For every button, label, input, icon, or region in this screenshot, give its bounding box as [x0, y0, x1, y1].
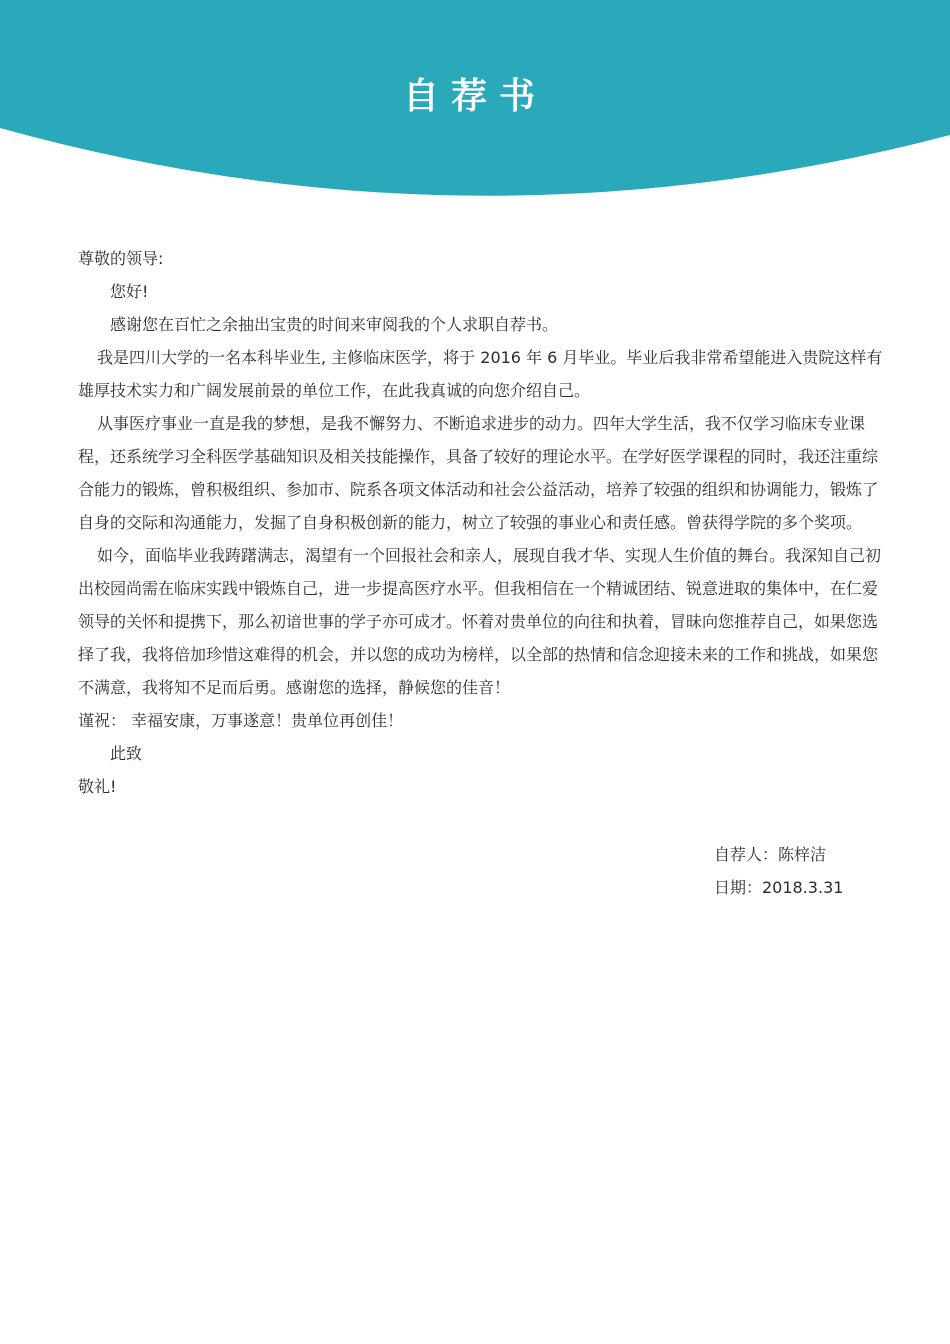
- salutation: 尊敬的领导:: [78, 249, 164, 268]
- paragraph-experience: 从事医疗事业一直是我的梦想，是我不懈努力、不断追求进步的动力。四年大学生活，我不仅学习临床专业课程，还系统学习全科医学基础知识及相关技能操作，具备了较好的理论水平。在学好医学课程的同时，我还注重综合能力的锻炼，曾积极组织、参加市、院系各项文体活动和社会公益活动，培养了较强的组织和协调能力，锻炼了自身的交际和沟通能力，发掘了自身积极创新的能力，树立了较强的事业心和责任感。曾获得学院的多个奖项。: [78, 414, 879, 532]
- paragraph-aspiration: 如今，面临毕业我踌躇满志，渴望有一个回报社会和亲人，展现自我才华、实现人生价值的舞台。我深知自己初出校园尚需在临床实践中锻炼自己，进一步提高医疗水平。但我相信在一个精诚团结、锐意进取的集体中，在仁爱领导的关怀和提携下，那么初谙世事的学子亦可成才。怀着对贵单位的向往和执着，冒昧向您推荐自己，如果您选择了我，我将倍加珍惜这难得的机会，并以您的成功为榜样，以全部的热情和信念迎接未来的工作和挑战，如果您不满意，我将知不足而后勇。感谢您的选择，静候您的佳音！: [78, 546, 882, 697]
- wishes-line: 谨祝： 幸福安康，万事遂意！贵单位再创佳！: [78, 711, 404, 730]
- letter-body: [78, 242, 890, 803]
- paragraph-introduction: 我是四川大学的一名本科毕业生, 主修临床医学，将于 2016 年 6 月毕业。毕业后我非常希望能进入贵院这样有雄厚技术实力和广阔发展前景的单位工作，在此我真诚的向您介绍自己。: [78, 348, 883, 400]
- signature-date: 日期：2018.3.31: [714, 878, 844, 897]
- greeting: 您好!: [110, 282, 149, 301]
- signature-block: [714, 838, 843, 904]
- closing-line-1: 此致: [110, 744, 143, 763]
- signer-name: 自荐人：陈梓洁: [714, 845, 827, 864]
- page-title: 自荐书: [402, 76, 547, 117]
- closing-line-2: 敬礼!: [78, 777, 117, 796]
- thanks-line: 感谢您在百忙之余抽出宝贵的时间来审阅我的个人求职自荐书。: [110, 315, 559, 334]
